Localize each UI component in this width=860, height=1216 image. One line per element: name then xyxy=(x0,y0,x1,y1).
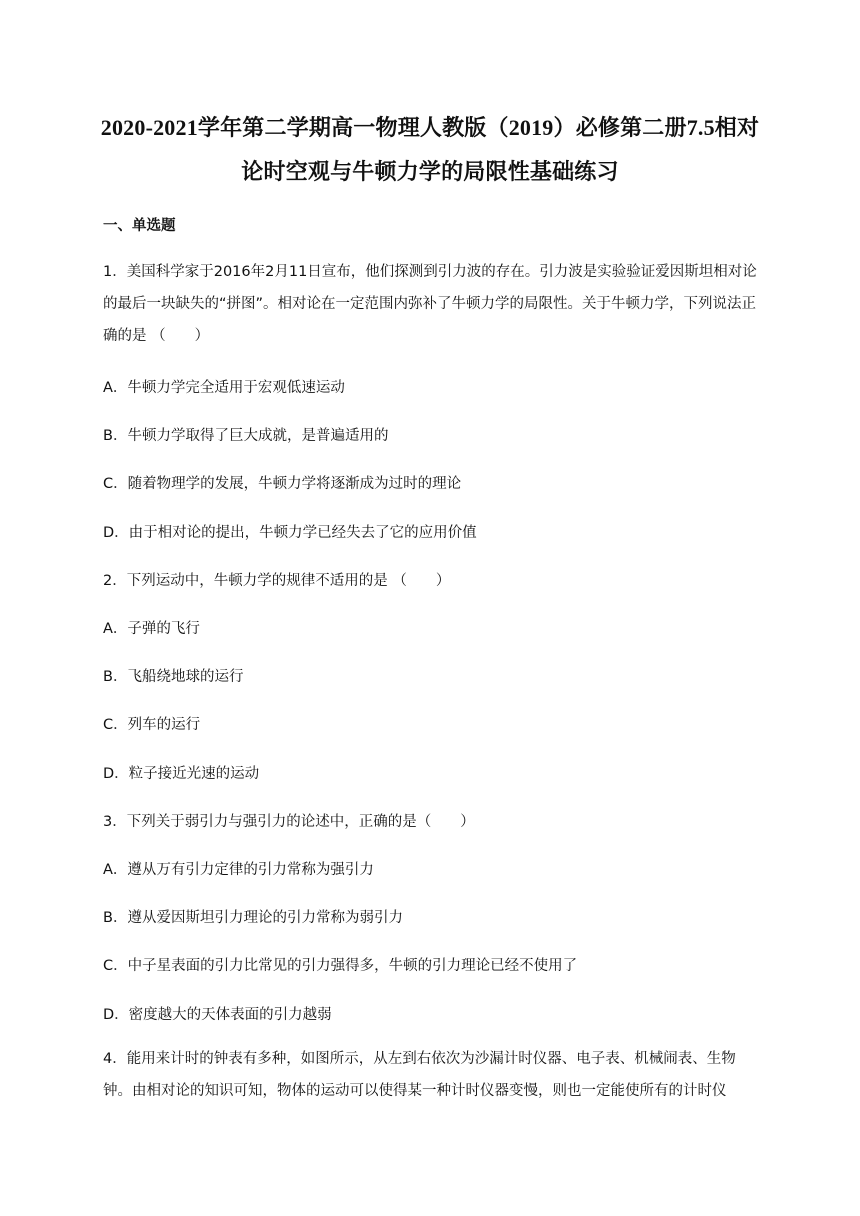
question-4-stem: 4．能用来计时的钟表有多种，如图所示，从左到右依次为沙漏计时仪器、电子表、机械闹表、生物钟。由相对论的知识可知，物体的运动可以使得某一种计时仪器变慢，则也一定能使所有的计时仪 xyxy=(103,1051,736,1099)
question-3-option-b: B．遵从爱因斯坦引力理论的引力常称为弱引力 xyxy=(103,910,403,926)
question-2-option-c: C．列车的运行 xyxy=(103,717,201,733)
question-1-option-b: B．牛顿力学取得了巨大成就，是普遍适用的 xyxy=(103,428,389,444)
question-3-option-c: C．中子星表面的引力比常见的引力强得多，牛顿的引力理论已经不使用了 xyxy=(103,958,578,974)
question-3-option-d: D．密度越大的天体表面的引力越弱 xyxy=(103,1007,332,1023)
document-title: 2020-2021学年第二学期高一物理人教版（2019）必修第二册7.5相对论时空观与牛顿力学的局限性基础练习 xyxy=(100,115,760,184)
question-1-option-d: D．由于相对论的提出，牛顿力学已经失去了它的应用价值 xyxy=(103,525,477,541)
question-2-option-d: D．粒子接近光速的运动 xyxy=(103,766,260,782)
question-1-option-a: A．牛顿力学完全适用于宏观低速运动 xyxy=(103,380,345,396)
question-3-option-a: A．遵从万有引力定律的引力常称为强引力 xyxy=(103,862,374,878)
section-heading: 一、单选题 xyxy=(103,218,176,234)
question-2-option-b: B．飞船绕地球的运行 xyxy=(103,669,244,685)
question-2-stem: 2．下列运动中，牛顿力学的规律不适用的是 （ ） xyxy=(103,573,451,589)
question-2-option-a: A．子弹的飞行 xyxy=(103,621,200,637)
question-1-stem: 1．美国科学家于2016年2月11日宣布，他们探测到引力波的存在。引力波是实验验证爱因斯坦相对论的最后一块缺失的“拼图”。相对论在一定范围内弥补了牛顿力学的局限性。关于牛顿力学，下列说法正确的是 （ ） xyxy=(103,264,757,344)
question-3-stem: 3．下列关于弱引力与强引力的论述中，正确的是（ ） xyxy=(103,814,475,830)
question-1-option-c: C．随着物理学的发展，牛顿力学将逐渐成为过时的理论 xyxy=(103,476,462,492)
